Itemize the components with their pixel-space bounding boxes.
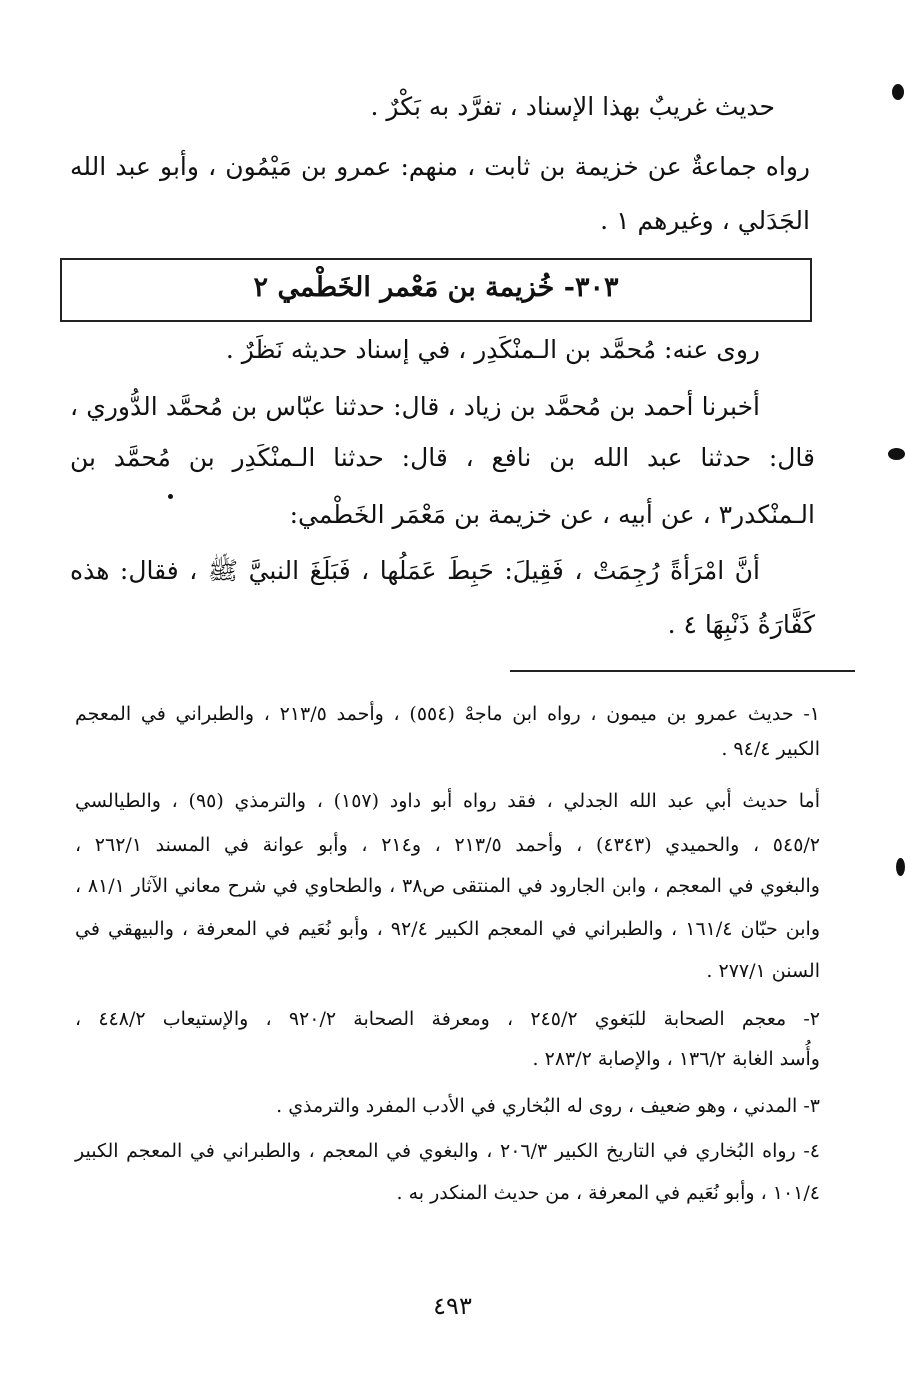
footnote-line: أما حديث أبي عبد الله الجدلي ، فقد رواه أبو داود (١٥٧) ، والترمذي (٩٥) ، والطيالسي — [75, 790, 820, 812]
entry-title-box — [60, 258, 812, 322]
text-line: حديث غريبٌ بهذا الإسناد ، تفرَّد به بَكْرٌ . — [370, 92, 775, 121]
footnote-line: ١٠١/٤ ، وأبو نُعَيم في المعرفة ، من حديث المنكدر به . — [396, 1182, 820, 1204]
scan-mark — [168, 494, 173, 499]
text-line: أخبرنا أحمد بن مُحمَّد بن زياد ، قال: حدثنا عبّاس بن مُحمَّد الدُّوري ، — [70, 392, 760, 421]
page-number: ٤٩٣ — [433, 1292, 472, 1320]
text-line: قال: حدثنا عبد الله بن نافع ، قال: حدثنا الـمنْكَدِر بن مُحمَّد بن — [70, 443, 815, 472]
footnote-line: الكبير ٩٤/٤ . — [721, 738, 820, 760]
footnote-line: ١- حديث عمرو بن ميمون ، رواه ابن ماجهْ (٥٥٤) ، وأحمد ٢١٣/٥ ، والطبراني في المعجم — [75, 703, 820, 725]
scan-mark — [888, 448, 905, 460]
footnote-line: وابن حبّان ١٦١/٤ ، والطبراني في المعجم الكبير ٩٢/٤ ، وأبو نُعَيم في المعرفة ، والبيهقي في — [75, 918, 820, 940]
text-line: الجَدَلي ، وغيرهم ١ . — [600, 206, 810, 235]
footnote-divider — [510, 670, 855, 672]
footnote-line: ٣- المدني ، وهو ضعيف ، روى له البُخاري في الأدب المفرد والترمذي . — [276, 1095, 820, 1117]
text-line: الـمنْكدر٣ ، عن أبيه ، عن خزيمة بن مَعْمَر الخَطْمي: — [289, 500, 815, 529]
entry-title: ٣٠٣- خُزيمة بن مَعْمر الخَطْمي ٢ — [253, 272, 619, 303]
footnote-line: ٤- رواه البُخاري في التاريخ الكبير ٢٠٦/٣ ، والبغوي في المعجم ، والطبراني في المعجم الكبير — [75, 1140, 820, 1162]
scan-mark — [896, 858, 905, 876]
hadith-line: كَفَّارَةُ ذَنْبِهَا ٤ . — [667, 610, 815, 639]
footnote-line: السنن ٢٧٧/١ . — [706, 960, 820, 982]
footnote-line: وأُسد الغابة ١٣٦/٢ ، والإصابة ٢٨٣/٢ . — [532, 1048, 820, 1070]
footnote-line: ٥٤٥/٢ ، والحميدي (٤٣٤٣) ، وأحمد ٢١٣/٥ ، و٢١٤ ، وأبو عوانة في المسند ٢٦٢/١ ، — [75, 834, 821, 856]
footnote-line: ٢- معجم الصحابة للبَغوي ٢٤٥/٢ ، ومعرفة الصحابة ٩٢٠/٢ ، والإستيعاب ٤٤٨/٢ ، — [75, 1008, 821, 1030]
text-line: رواه جماعةٌ عن خزيمة بن ثابت ، منهم: عمرو بن مَيْمُون ، وأبو عبد الله — [70, 152, 810, 181]
text-line: روى عنه: مُحمَّد بن الـمنْكَدِر ، في إسناد حديثه نَظَرٌ . — [225, 335, 760, 364]
scan-mark — [892, 84, 904, 100]
hadith-line: أنَّ امْرَأةً رُجِمَتْ ، فَقِيلَ: حَبِطَ عَمَلُها ، فَبَلَغَ النبيَّ ﷺ ، فقال: هذه — [70, 556, 760, 585]
footnote-line: والبغوي في المعجم ، وابن الجارود في المنتقى ص٣٨ ، والطحاوي في شرح معاني الآثار ٨١/١ ، — [75, 875, 820, 897]
